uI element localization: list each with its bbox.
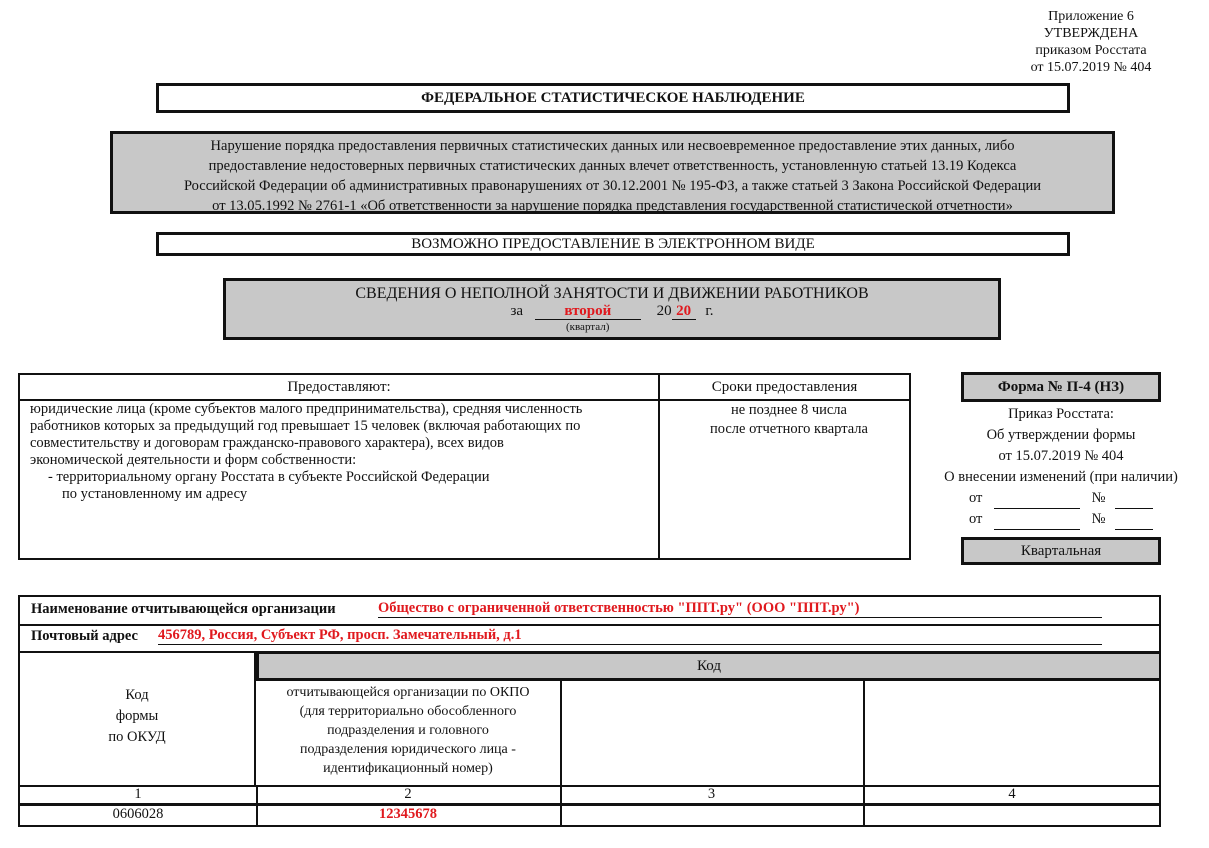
org-name-label: Наименование отчитывающейся организации xyxy=(31,601,336,617)
year-unit: г. xyxy=(705,303,714,319)
amendment-date-field[interactable] xyxy=(994,515,1080,530)
submitters-text xyxy=(30,401,650,503)
address-row xyxy=(20,624,1159,653)
order-line: Об утверждении формы xyxy=(986,427,1136,443)
deadline-line: после отчетного квартала xyxy=(710,421,868,437)
order-line: О внесении изменений (при наличии) xyxy=(944,469,1178,485)
submitters-table xyxy=(18,373,911,560)
order-info xyxy=(930,404,1192,530)
warning-line: Нарушение порядка предоставления первичных статистических данных или несвоевременное предоставление этих данных, либо xyxy=(210,138,1015,154)
okpo-label-line: отчитывающейся организации по ОКПО xyxy=(286,685,530,700)
code-header: Код xyxy=(256,651,1159,681)
org-name-row xyxy=(20,597,1159,626)
okud-label-line: по ОКУД xyxy=(108,729,166,745)
from-label: от xyxy=(968,490,983,506)
okud-label-line: Код xyxy=(125,687,149,703)
address-field[interactable]: 456789, Россия, Субъект РФ, просп. Замечательный, д.1 xyxy=(158,627,1102,645)
okud-code-value[interactable]: 0606028 xyxy=(112,806,164,822)
okpo-code-value[interactable]: 12345678 xyxy=(379,806,437,822)
amendment-number-field[interactable] xyxy=(1115,494,1153,509)
periodicity-badge: Квартальная xyxy=(961,537,1161,565)
column-number: 2 xyxy=(404,786,412,802)
organization-table xyxy=(18,595,1161,827)
year-field[interactable]: 20 xyxy=(672,303,696,320)
year-prefix: 20 xyxy=(656,303,672,319)
liability-warning xyxy=(110,131,1115,214)
submitters-line: экономической деятельности и форм собственности: xyxy=(30,452,357,468)
warning-line: предоставление недостоверных первичных статистических данных влечет ответственность, установленную статьей 13.19 Кодекса xyxy=(208,158,1017,174)
number-label: № xyxy=(1091,511,1106,527)
quarter-field[interactable]: второй xyxy=(535,303,641,320)
deadline-text xyxy=(670,401,908,439)
column-number: 1 xyxy=(134,786,142,802)
approval-line: от 15.07.2019 № 404 xyxy=(1030,60,1152,75)
submitters-line: юридические лица (кроме субъектов малого предпринимательства), средняя численность xyxy=(30,401,583,417)
amendment-number-field[interactable] xyxy=(1115,515,1153,530)
column-number: 4 xyxy=(1008,786,1016,802)
electronic-submission-banner: ВОЗМОЖНО ПРЕДОСТАВЛЕНИЕ В ЭЛЕКТРОННОМ ВИДЕ xyxy=(156,232,1070,256)
okud-label xyxy=(20,651,256,785)
code-cell-3[interactable] xyxy=(560,806,863,824)
order-line: Приказ Росстата: xyxy=(1008,406,1114,422)
report-period xyxy=(226,303,998,320)
okpo-label-line: подразделения и головного xyxy=(327,723,489,738)
order-line: от 15.07.2019 № 404 xyxy=(998,448,1124,464)
number-label: № xyxy=(1091,490,1106,506)
deadline-line: не позднее 8 числа xyxy=(731,402,847,418)
column-number: 3 xyxy=(707,786,716,802)
okpo-label-line: (для территориально обособленного xyxy=(299,704,517,719)
submitters-header: Предоставляют: xyxy=(20,375,658,401)
quarter-caption: (квартал) xyxy=(566,321,610,333)
okpo-label-line: подразделения юридического лица - xyxy=(300,742,516,757)
okpo-label xyxy=(256,683,560,778)
report-title: СВЕДЕНИЯ О НЕПОЛНОЙ ЗАНЯТОСТИ И ДВИЖЕНИИ РАБОТНИКОВ xyxy=(355,285,869,302)
approval-note xyxy=(991,8,1191,76)
amendment-date-field[interactable] xyxy=(994,494,1080,509)
for-label: за xyxy=(510,303,524,319)
okud-label-line: формы xyxy=(115,708,159,724)
warning-line: от 13.05.1992 № 2761-1 «Об ответственности за нарушение порядка представления государственной статистической отчетности» xyxy=(212,198,1013,214)
submitters-line: совместительству и договорам гражданско-правового характера), всех видов xyxy=(30,435,504,451)
amendment-row xyxy=(930,488,1192,509)
from-label: от xyxy=(968,511,983,527)
column-divider xyxy=(658,375,660,558)
deadlines-header: Сроки предоставления xyxy=(660,375,909,401)
amendment-row xyxy=(930,509,1192,530)
submitters-line: по установленному им адресу xyxy=(62,486,248,502)
address-label: Почтовый адрес xyxy=(31,628,138,644)
okpo-label-line: идентификационный номер) xyxy=(323,761,493,776)
approval-line: Приложение 6 xyxy=(1048,9,1134,24)
submitters-line: - территориальному органу Росстата в субъекте Российской Федерации xyxy=(48,469,490,485)
form-number: Форма № П-4 (НЗ) xyxy=(961,372,1161,402)
warning-line: Российской Федерации об административных правонарушениях от 30.12.2001 № 195-ФЗ, а также статьей 3 Закона Российской Федерации xyxy=(183,178,1042,194)
approval-line: приказом Росстата xyxy=(1035,43,1147,58)
org-name-field[interactable]: Общество с ограниченной ответственностью "ППТ.ру" (ООО "ППТ.ру") xyxy=(378,600,1102,618)
submitters-line: работников которых за предыдущий год превышает 15 человек (включая работающих по xyxy=(30,418,581,434)
federal-observation-title: ФЕДЕРАЛЬНОЕ СТАТИСТИЧЕСКОЕ НАБЛЮДЕНИЕ xyxy=(156,83,1070,113)
report-title-block xyxy=(223,278,1001,340)
approval-line: УТВЕРЖДЕНА xyxy=(1043,26,1139,41)
code-cell-4[interactable] xyxy=(863,806,1161,824)
